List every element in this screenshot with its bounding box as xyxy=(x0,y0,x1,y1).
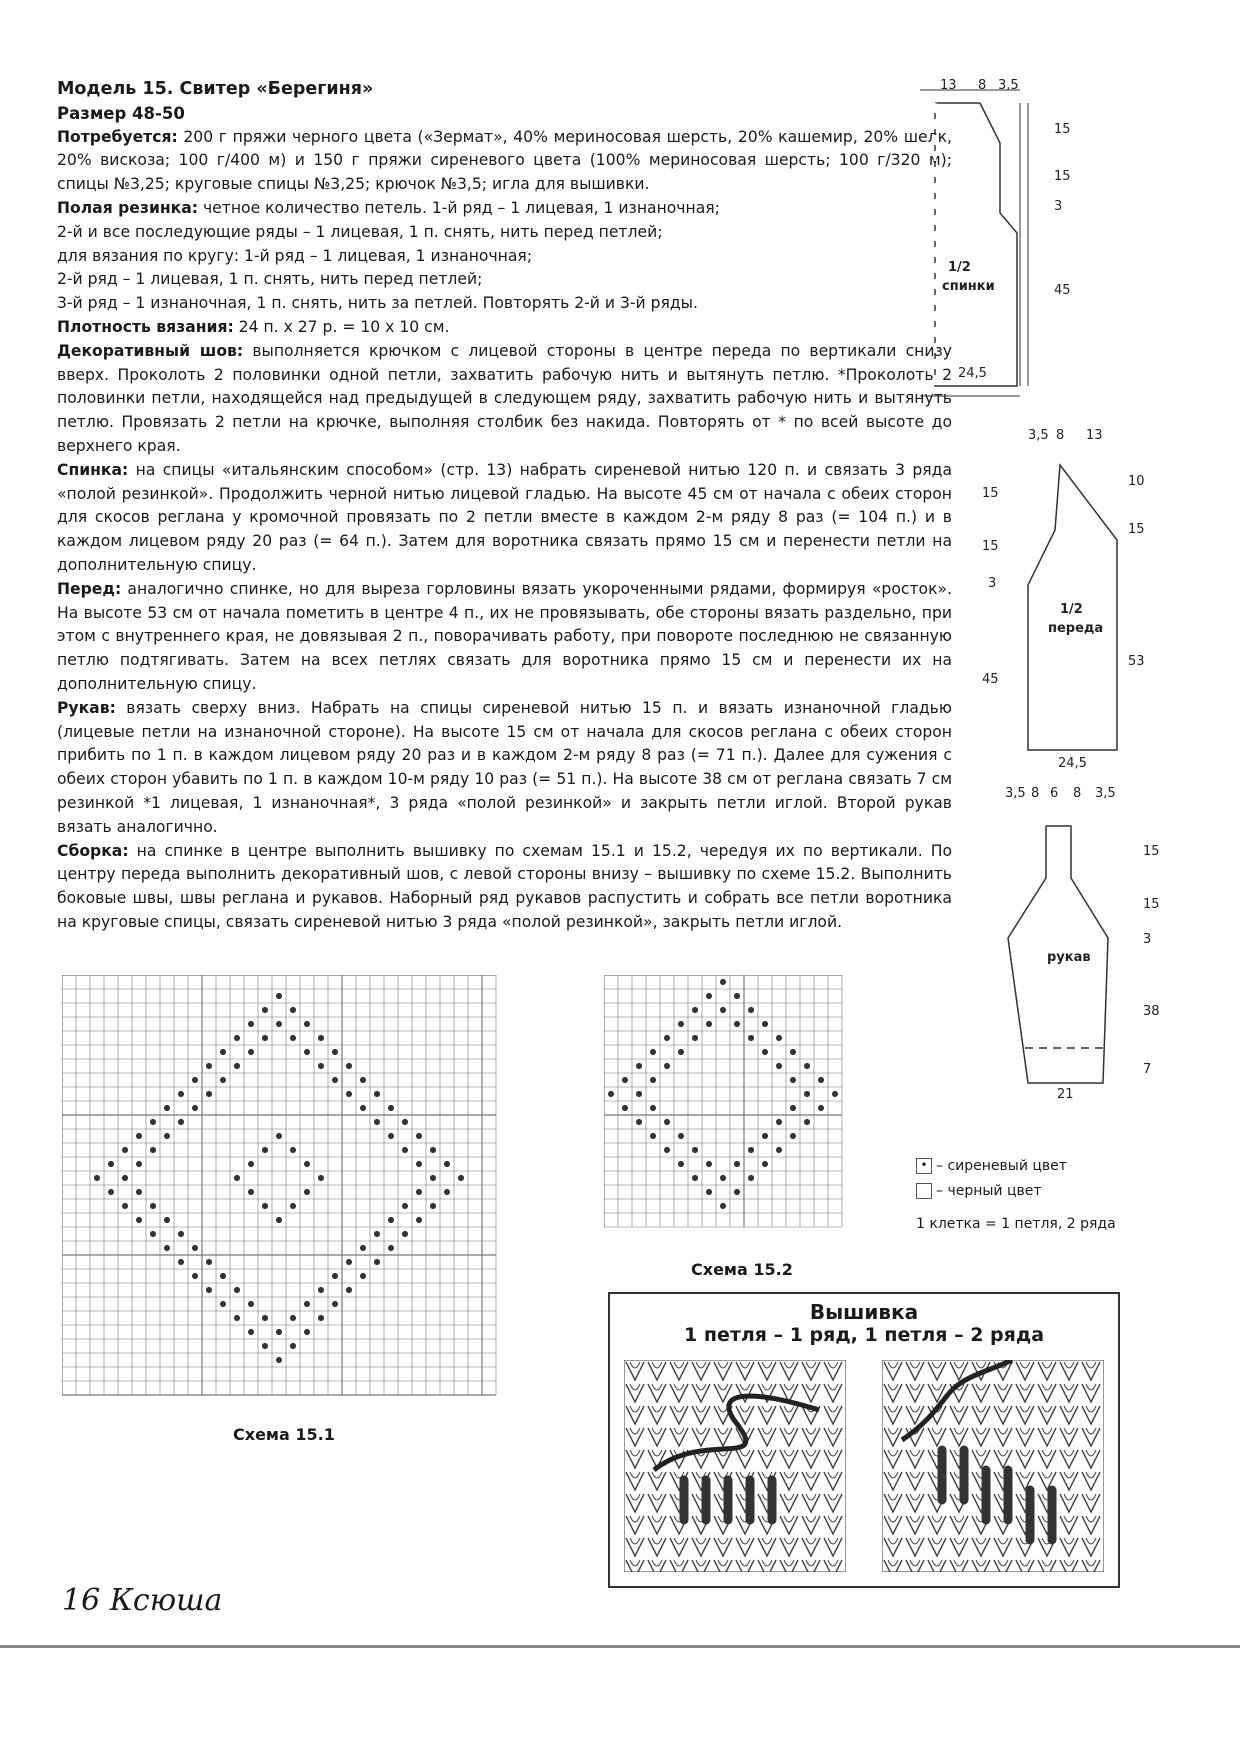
stitch-dot xyxy=(636,1091,642,1097)
stitch-dot xyxy=(178,1231,184,1237)
stitch-dot xyxy=(192,1077,198,1083)
stitch-dot xyxy=(346,1091,352,1097)
stitch-dot xyxy=(706,1189,712,1195)
stitch-dot xyxy=(692,1147,698,1153)
stitch-dot xyxy=(388,1133,394,1139)
stitch-dot xyxy=(248,1189,254,1195)
stitch-dot xyxy=(262,1147,268,1153)
stitch-dot xyxy=(108,1189,114,1195)
back-dim-top-1: 13 xyxy=(940,78,957,93)
stitch-dot xyxy=(290,1007,296,1013)
stitch-dot xyxy=(664,1147,670,1153)
stitch-dot xyxy=(444,1161,450,1167)
stitch-dot xyxy=(804,1119,810,1125)
stitch-dot xyxy=(234,1175,240,1181)
stitch-dot xyxy=(136,1161,142,1167)
sleeve-dim-top-5: 3,5 xyxy=(1095,786,1116,801)
stitch-dot xyxy=(248,1329,254,1335)
front-dim-top-2: 8 xyxy=(1056,428,1065,443)
stitch-dot xyxy=(150,1119,156,1125)
stitch-dot xyxy=(374,1259,380,1265)
back-dim-top-3: 3,5 xyxy=(998,78,1019,93)
stitch-dot xyxy=(290,1343,296,1349)
stitch-dot xyxy=(122,1147,128,1153)
sleeve-dim-right-2: 15 xyxy=(1143,897,1160,912)
stitch-dot xyxy=(650,1105,656,1111)
stitch-dot xyxy=(818,1077,824,1083)
legend-cell: 1 клетка = 1 петля, 2 ряда xyxy=(916,1216,1116,1232)
sleeve-dim-right-3: 3 xyxy=(1143,932,1152,947)
front-label-2: переда xyxy=(1048,621,1104,636)
stitch-dot xyxy=(790,1077,796,1083)
stitch-dot xyxy=(150,1203,156,1209)
stitch-dot xyxy=(262,1203,268,1209)
stitch-dot xyxy=(122,1175,128,1181)
scheme-15-1-chart xyxy=(62,975,502,1415)
stitch-dot xyxy=(804,1063,810,1069)
stitch-dot xyxy=(776,1035,782,1041)
stitch-dot xyxy=(416,1189,422,1195)
stitch-dot xyxy=(430,1203,436,1209)
paragraph: Рукав: вязать сверху вниз. Набрать на спицы сиреневой нитью 15 п. и вязать изнаночной гладью (лицевые петли на изнаночной стороне). На высоте 15 см от начала для скосов реглана с обеих сторон прибить по 1 п. в каждом лицевом ряду 20 раз и в каждом 2-м ряду 8 раз (= 71 п.). Далее для сужения с обеих сторон убавить по 1 п. в каждом 10-м ряду 10 раз (= 51 п.). На высоте 38 см от реглана связать 7 см резинкой *1 лицевая, 1 изнаночная*, 3 ряда «полой резинкой» и закрыть петли иглой. Второй рукав вязать аналогично. xyxy=(57,698,952,836)
sleeve-dim-right-5: 7 xyxy=(1143,1062,1152,1077)
stitch-dot xyxy=(150,1147,156,1153)
paragraph: Плотность вязания: 24 п. х 27 р. = 10 х 10 см. xyxy=(57,317,450,336)
paragraph: Перед: аналогично спинке, но для выреза горловины вязать укороченными рядами, формируя «росток». На высоте 53 см от начала пометить в центре 4 п., их не провязывать, обе стороны вязать раздельно, при этом с внутреннего края, не довязывая 2 п., поворачивать работу, при повороте последнюю не связанную петлю подтягивать. Затем на всех петлях связать для воротника прямо 15 см и перенести их на дополнительную спицу. xyxy=(57,579,952,693)
article-title: Модель 15. Свитер «Берегиня» xyxy=(57,79,374,99)
stitch-dot xyxy=(678,1161,684,1167)
sleeve-dim-bottom: 21 xyxy=(1057,1087,1074,1102)
sleeve-dim-top-4: 8 xyxy=(1073,786,1082,801)
stitch-dot xyxy=(248,1049,254,1055)
stitch-dot xyxy=(290,1147,296,1153)
stitch-dot xyxy=(804,1091,810,1097)
stitch-dot xyxy=(206,1259,212,1265)
stitch-dot xyxy=(234,1063,240,1069)
front-dim-left-2: 15 xyxy=(982,539,999,554)
stitch-dot xyxy=(276,1133,282,1139)
stitch-dot xyxy=(692,1007,698,1013)
stitch-dot xyxy=(748,1147,754,1153)
stitch-dot xyxy=(304,1301,310,1307)
stitch-dot xyxy=(276,1357,282,1363)
stitch-dot xyxy=(192,1273,198,1279)
stitch-dot xyxy=(818,1105,824,1111)
stitch-dot xyxy=(430,1147,436,1153)
stitch-dot xyxy=(678,1021,684,1027)
front-dim-top-1: 3,5 xyxy=(1028,428,1049,443)
stitch-dot xyxy=(150,1231,156,1237)
back-dim-right-1: 15 xyxy=(1054,122,1071,137)
stitch-dot xyxy=(206,1287,212,1293)
stitch-dot xyxy=(762,1049,768,1055)
stitch-dot xyxy=(220,1049,226,1055)
stitch-dot xyxy=(248,1161,254,1167)
front-dim-right-1: 10 xyxy=(1128,474,1145,489)
stitch-dot xyxy=(748,1007,754,1013)
stitch-dot xyxy=(360,1273,366,1279)
stitch-dot xyxy=(276,1021,282,1027)
paragraph: 2-й ряд – 1 лицевая, 1 п. снять, нить перед петлей; xyxy=(57,270,483,289)
stitch-dot xyxy=(734,1021,740,1027)
stitch-dot xyxy=(650,1133,656,1139)
stitch-dot xyxy=(346,1063,352,1069)
stitch-dot xyxy=(402,1231,408,1237)
sleeve-dim-top-1: 3,5 xyxy=(1005,786,1026,801)
stitch-dot xyxy=(402,1203,408,1209)
stitch-dot xyxy=(706,1161,712,1167)
stitch-dot xyxy=(402,1147,408,1153)
stitch-dot xyxy=(650,1049,656,1055)
stitch-dot xyxy=(748,1175,754,1181)
stitch-dot xyxy=(318,1063,324,1069)
stitch-dot xyxy=(374,1231,380,1237)
stitch-dot xyxy=(776,1119,782,1125)
stitch-dot xyxy=(318,1035,324,1041)
sleeve-dim-right-1: 15 xyxy=(1143,844,1160,859)
sleeve-schematic xyxy=(995,783,1175,1133)
stitch-dot xyxy=(458,1175,464,1181)
stitch-dot xyxy=(360,1245,366,1251)
stitch-dot xyxy=(178,1091,184,1097)
stitch-dot xyxy=(444,1189,450,1195)
stitch-dot xyxy=(734,1161,740,1167)
stitch-dot xyxy=(192,1245,198,1251)
front-dim-left-3: 3 xyxy=(988,576,997,591)
stitch-dot xyxy=(332,1273,338,1279)
stitch-dot xyxy=(332,1049,338,1055)
stitch-dot xyxy=(664,1063,670,1069)
page-edge-line xyxy=(0,1645,1240,1648)
stitch-dot xyxy=(346,1259,352,1265)
paragraph: Сборка: на спинке в центре выполнить вышивку по схемам 15.1 и 15.2, чередуя их по вертикали. По центру переда выполнить декоративный шов, с левой стороны внизу – вышивку по схеме 15.2. Выполнить боковые швы, швы реглана и рукавов. Наборный ряд рукавов распустить и собрать все петли воротника на круговые спицы, связать сиреневой нитью 3 ряда «полой резинкой», закрыть петли иглой. xyxy=(57,841,952,931)
stitch-dot xyxy=(416,1133,422,1139)
stitch-dot xyxy=(776,1063,782,1069)
stitch-dot xyxy=(220,1077,226,1083)
stitch-dot xyxy=(720,1203,726,1209)
back-dim-top-2: 8 xyxy=(978,78,987,93)
stitch-dot xyxy=(108,1161,114,1167)
stitch-dot xyxy=(692,1175,698,1181)
stitch-dot xyxy=(318,1315,324,1321)
page-footer: 16 Ксюша xyxy=(62,1583,223,1618)
stitch-dot xyxy=(622,1105,628,1111)
stitch-dot xyxy=(136,1217,142,1223)
stitch-dot xyxy=(790,1133,796,1139)
stitch-dot xyxy=(248,1301,254,1307)
stitch-dot xyxy=(832,1091,838,1097)
stitch-dot xyxy=(720,1175,726,1181)
empty-cell-icon xyxy=(916,1183,932,1199)
back-label-2: спинки xyxy=(942,279,995,294)
stitch-dot xyxy=(318,1175,324,1181)
stitch-dot xyxy=(164,1245,170,1251)
stitch-dot xyxy=(388,1105,394,1111)
stitch-dot xyxy=(178,1259,184,1265)
stitch-dot xyxy=(304,1021,310,1027)
stitch-dot xyxy=(706,993,712,999)
stitch-dot xyxy=(416,1217,422,1223)
stitch-dot xyxy=(318,1287,324,1293)
stitch-dot xyxy=(276,993,282,999)
stitch-dot xyxy=(248,1021,254,1027)
stitch-dot xyxy=(720,979,726,985)
stitch-dot xyxy=(650,1077,656,1083)
stitch-dot xyxy=(360,1105,366,1111)
paragraph: 3-й ряд – 1 изнаночная, 1 п. снять, нить за петлей. Повторять 2-й и 3-й ряды. xyxy=(57,294,698,313)
stitch-dot xyxy=(762,1133,768,1139)
stitch-dot xyxy=(220,1273,226,1279)
stitch-dot xyxy=(664,1119,670,1125)
stitch-dot xyxy=(416,1161,422,1167)
stitch-dot xyxy=(164,1133,170,1139)
article-text xyxy=(57,78,952,935)
scheme-15-2-caption: Схема 15.2 xyxy=(691,1260,793,1279)
stitch-dot xyxy=(234,1035,240,1041)
back-label-1: 1/2 xyxy=(948,260,971,275)
stitch-dot xyxy=(430,1175,436,1181)
stitch-dot xyxy=(734,1189,740,1195)
legend-lilac: • – сиреневый цвет xyxy=(916,1158,1067,1174)
sleeve-label: рукав xyxy=(1047,950,1091,965)
stitch-dot xyxy=(608,1091,614,1097)
paragraph: Полая резинка: четное количество петель. 1-й ряд – 1 лицевая, 1 изнаночная; xyxy=(57,198,720,217)
stitch-dot xyxy=(304,1049,310,1055)
stitch-dot xyxy=(94,1175,100,1181)
legend-black: – черный цвет xyxy=(916,1183,1042,1199)
stitch-dot xyxy=(720,1007,726,1013)
stitch-dot xyxy=(332,1301,338,1307)
stitch-dot xyxy=(290,1315,296,1321)
stitch-dot xyxy=(304,1329,310,1335)
lilac-dot-icon: • xyxy=(916,1158,932,1174)
stitch-dot xyxy=(748,1035,754,1041)
scheme-15-1-caption: Схема 15.1 xyxy=(233,1425,335,1444)
front-dim-left-4: 45 xyxy=(982,672,999,687)
back-dim-right-4: 45 xyxy=(1054,283,1071,298)
sleeve-dim-top-3: 6 xyxy=(1050,786,1059,801)
stitch-dot xyxy=(776,1147,782,1153)
stitch-dot xyxy=(262,1007,268,1013)
front-dim-bottom: 24,5 xyxy=(1058,756,1087,771)
front-dim-top-3: 13 xyxy=(1086,428,1103,443)
paragraph: Потребуется: 200 г пряжи черного цвета («Зермат», 40% мериносовая шерсть, 20% кашемир, 20% шелк, 20% вискоза; 100 г/400 м) и 150 г пряжи сиреневого цвета (100% мериносовая шерсть; 100 г/320 м); спицы №3,25; круговые спицы №3,25; крючок №3,5; игла для вышивки. xyxy=(57,127,952,194)
stitch-dot xyxy=(692,1035,698,1041)
embroidery-title: Вышивка xyxy=(809,1300,919,1324)
stitch-dot xyxy=(762,1161,768,1167)
stitch-dot xyxy=(164,1217,170,1223)
stitch-dot xyxy=(388,1217,394,1223)
back-schematic xyxy=(880,68,1180,408)
stitch-dot xyxy=(136,1189,142,1195)
stitch-dot xyxy=(206,1091,212,1097)
paragraph: 2-й и все последующие ряды – 1 лицевая, 1 п. снять, нить перед петлей; xyxy=(57,222,663,241)
stitch-dot xyxy=(762,1021,768,1027)
stitch-dot xyxy=(304,1189,310,1195)
stitch-dot xyxy=(206,1063,212,1069)
stitch-dot xyxy=(790,1105,796,1111)
stitch-dot xyxy=(290,1203,296,1209)
embroidery-box xyxy=(608,1292,1120,1588)
paragraph: Декоративный шов: выполняется крючком с лицевой стороны в центре переда по вертикали снизу вверх. Проколоть 2 половинки одной петли, захватить рабочую нить и вытянуть петлю. *Проколоть 2 половинки петли, находящейся над предыдущей в следующем ряду, захватить рабочую нить и вытянуть петлю. Провязать 2 петли на крючке, выполняя столбик без накида. Повторять от * по всей высоте до верхнего края. xyxy=(57,341,952,455)
stitch-dot xyxy=(276,1329,282,1335)
stitch-dot xyxy=(636,1063,642,1069)
front-schematic xyxy=(980,425,1180,785)
paragraphs xyxy=(57,126,952,935)
stitch-dot xyxy=(332,1077,338,1083)
stitch-dot xyxy=(346,1287,352,1293)
stitch-dot xyxy=(402,1119,408,1125)
front-dim-right-3: 53 xyxy=(1128,654,1145,669)
size-line: Размер 48-50 xyxy=(57,103,185,123)
stitch-dot xyxy=(178,1119,184,1125)
stitch-dot xyxy=(678,1133,684,1139)
stitch-dot xyxy=(276,1217,282,1223)
stitch-dot xyxy=(234,1287,240,1293)
stitch-dot xyxy=(374,1091,380,1097)
stitch-dot xyxy=(622,1077,628,1083)
stitch-dot xyxy=(706,1021,712,1027)
scheme-15-2-chart xyxy=(604,975,864,1255)
stitch-dot xyxy=(136,1133,142,1139)
stitch-dot xyxy=(374,1119,380,1125)
stitch-dot xyxy=(262,1343,268,1349)
back-dim-bottom: 24,5 xyxy=(958,366,987,381)
back-dim-right-3: 3 xyxy=(1054,199,1063,214)
stitch-dot xyxy=(192,1105,198,1111)
embroidery-illustration-2 xyxy=(882,1360,1104,1572)
stitch-dot xyxy=(678,1049,684,1055)
embroidery-subtitle: 1 петля – 1 ряд, 1 петля – 2 ряда xyxy=(683,1324,1045,1346)
front-dim-right-2: 15 xyxy=(1128,522,1145,537)
stitch-dot xyxy=(734,993,740,999)
sleeve-dim-top-2: 8 xyxy=(1031,786,1040,801)
front-label-1: 1/2 xyxy=(1060,602,1083,617)
sleeve-dim-right-4: 38 xyxy=(1143,1004,1160,1019)
stitch-dot xyxy=(290,1035,296,1041)
stitch-dot xyxy=(220,1301,226,1307)
back-dim-right-2: 15 xyxy=(1054,169,1071,184)
stitch-dot xyxy=(636,1119,642,1125)
paragraph: для вязания по кругу: 1-й ряд – 1 лицевая, 1 изнаночная; xyxy=(57,246,533,265)
front-dim-left-1: 15 xyxy=(982,486,999,501)
stitch-dot xyxy=(122,1203,128,1209)
stitch-dot xyxy=(790,1049,796,1055)
stitch-dot xyxy=(664,1035,670,1041)
stitch-dot xyxy=(164,1105,170,1111)
stitch-dot xyxy=(262,1035,268,1041)
stitch-dot xyxy=(360,1077,366,1083)
stitch-dot xyxy=(388,1245,394,1251)
embroidery-illustration-1 xyxy=(624,1360,846,1572)
stitch-dot xyxy=(234,1315,240,1321)
paragraph: Спинка: на спицы «итальянским способом» (стр. 13) набрать сиреневой нитью 120 п. и связать 3 ряда «полой резинкой». Продолжить черной нитью лицевой гладью. На высоте 45 см от начала с обеих сторон для скосов реглана у кромочной провязать по 2 петли вместе в каждом 2-м ряду 8 раз (= 104 п.) и в каждом лицевом ряду 20 раз (= 64 п.). Затем для воротника связать прямо 15 см и перенести петли на дополнительную спицу. xyxy=(57,460,952,574)
stitch-dot xyxy=(262,1315,268,1321)
stitch-dot xyxy=(304,1161,310,1167)
